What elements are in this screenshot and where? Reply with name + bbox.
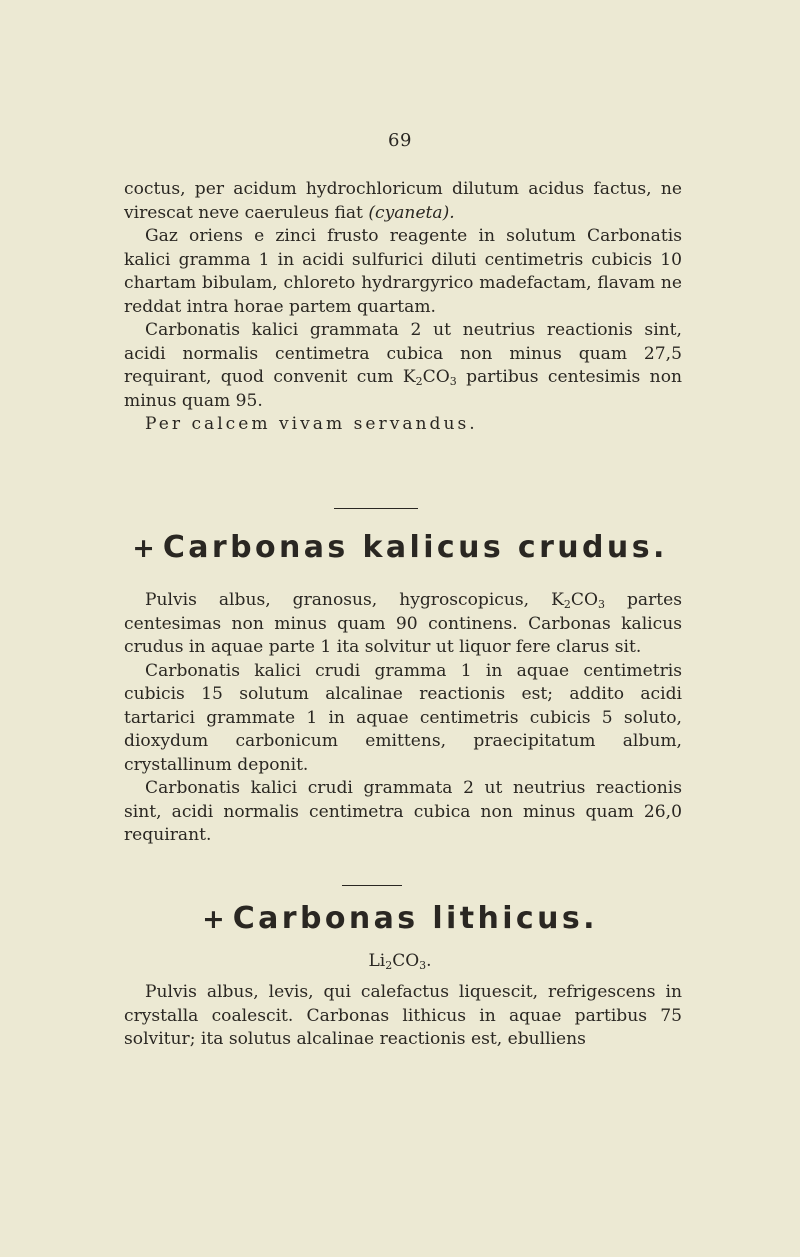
subscript: 2 (563, 598, 571, 611)
divider (342, 885, 402, 886)
heading-title: Carbonas kalicus crudus. (162, 530, 668, 565)
chem-symbol: O (435, 367, 450, 387)
paragraph-text: coctus, per acidum hydrochloricum dilutum acidus factus, ne virescat neve caeruleus fiat (124, 179, 682, 223)
page-number: 69 (388, 130, 412, 151)
chem-symbol: Li (368, 951, 386, 971)
subscript: 3 (597, 598, 605, 611)
chem-symbol: C (422, 367, 436, 387)
paragraph-text: partes centesimas non minus quam 90 continens. Carbonas kalicus crudus in aquae parte 1 ita solvitur ut liquor fere clarus sit. (124, 590, 682, 657)
paragraph-text: Carbonatis kalici grammata 2 ut neutrius reactionis sint, acidi normalis centimetra cubica non minus quam 27,5 requirant, quod convenit cum K (124, 320, 682, 387)
italic-term: (cyaneta). (368, 202, 455, 223)
section-heading (0, 530, 800, 565)
divider (334, 508, 418, 509)
section-heading (0, 901, 800, 936)
subscript: 3 (449, 375, 457, 388)
formula-period: . (426, 951, 432, 971)
cross-icon: + (202, 904, 225, 935)
paragraph-text: partibus centesimis non minus quam 95. (124, 367, 682, 411)
text-block-1 (124, 178, 682, 437)
chem-symbol: C (392, 951, 406, 971)
subscript: 3 (419, 959, 427, 972)
subscript: 2 (385, 959, 393, 972)
paragraph: Per calcem vivam servandus. (145, 414, 478, 434)
cross-icon: + (132, 533, 155, 564)
paragraph: Pulvis albus, levis, qui calefactus liquescit, refrigescens in crystalla coalescit. Carbonas lithicus in aquae partibus 75 solvitur; ita solutus alcalinae reactionis est, ebulliens (124, 982, 682, 1049)
chem-symbol: C (570, 590, 584, 610)
subscript: 2 (415, 375, 423, 388)
paragraph: Carbonatis kalici crudi gramma 1 in aquae centimetris cubicis 15 solutum alcalinae reactionis est; addito acidi tartarici grammate 1 in aquae centimetris cubicis 5 soluto, dioxydum carbonicum emittens, praecipitatum album, crystallinum deponit. (124, 660, 682, 775)
chemical-formula (0, 951, 800, 971)
text-block-3 (124, 981, 682, 1052)
paragraph (124, 589, 682, 660)
paragraph (124, 178, 682, 225)
paragraph: Gaz oriens e zinci frusto reagente in solutum Carbonatis kalici gramma 1 in acidi sulfurici diluti centimetris cubicis 10 chartam bibulam, chloreto hydrargyrico madefactam, flavam ne reddat intra horae partem quartam. (124, 226, 682, 317)
paragraph-text: Pulvis albus, granosus, hygroscopicus, K (145, 590, 564, 610)
paragraph (124, 319, 682, 413)
chem-symbol: O (405, 951, 420, 971)
heading-title: Carbonas lithicus. (232, 901, 598, 936)
text-block-2 (124, 589, 682, 848)
chem-symbol: O (583, 590, 598, 610)
paragraph: Carbonatis kalici crudi grammata 2 ut neutrius reactionis sint, acidi normalis centimetra cubica non minus quam 26,0 requirant. (124, 778, 682, 845)
